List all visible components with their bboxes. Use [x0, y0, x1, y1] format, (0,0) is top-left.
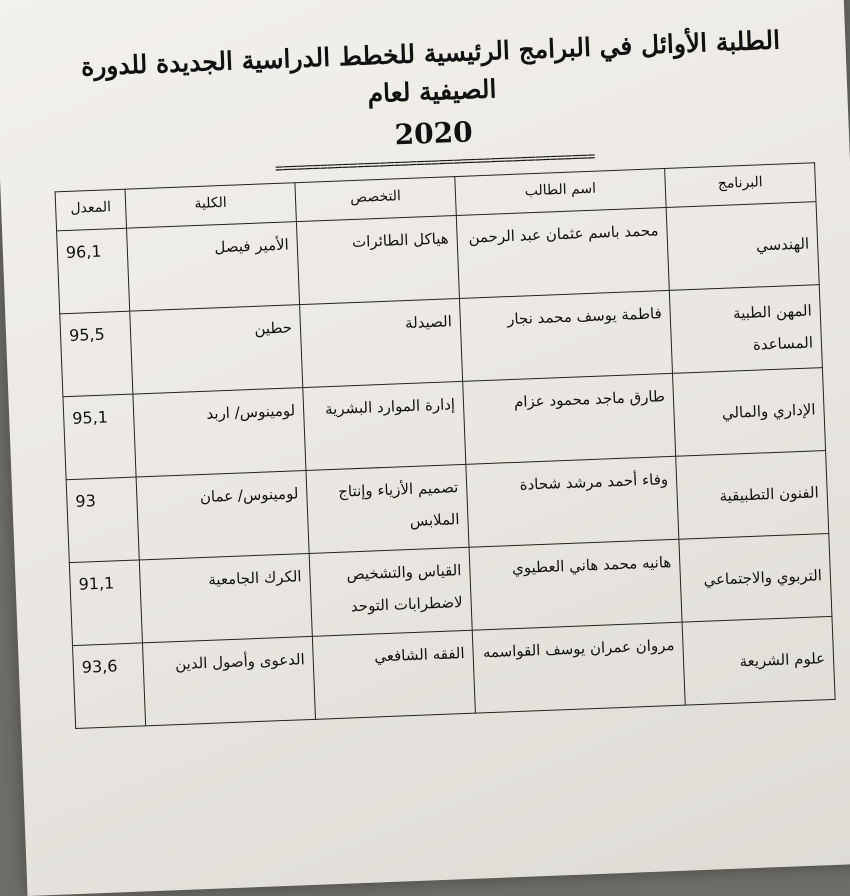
top-students-table [55, 162, 836, 729]
cell-college: الكرك الجامعية [139, 553, 312, 642]
title-text: الطلبة الأوائل في البرامج الرئيسية للخطط الدراسية الجديدة للدورة الصيفية لعام [80, 25, 781, 109]
cell-college: حطين [130, 305, 303, 394]
cell-program: الهندسي [666, 202, 819, 291]
cell-college: الدعوى وأصول الدين [142, 636, 315, 725]
cell-program: الفنون التطبيقية [676, 451, 829, 540]
cell-major: تصميم الأزياء وإنتاج الملابس [306, 464, 469, 553]
cell-average: 96,1 [57, 228, 130, 314]
cell-college: لومينوس/ عمان [136, 470, 309, 559]
cell-average: 95,5 [60, 311, 133, 397]
cell-major: الصيدلة [300, 298, 463, 387]
cell-average: 93,6 [73, 643, 146, 729]
cell-major: إدارة الموارد البشرية [303, 381, 466, 470]
header-college: الكلية [125, 183, 296, 228]
cell-program: الإداري والمالي [673, 368, 826, 457]
cell-student: فاطمة يوسف محمد نجار [459, 290, 672, 381]
cell-student: وفاء أحمد مرشد شحادة [466, 456, 679, 547]
cell-program: المهن الطبية المساعدة [669, 285, 822, 374]
cell-college: الأمير فيصل [127, 222, 300, 311]
header-student: اسم الطالب [455, 168, 666, 215]
cell-average: 93 [66, 477, 139, 563]
separator-line: =========================================== [274, 148, 595, 177]
document-body [50, 20, 836, 729]
cell-major: القياس والتشخيص لاضطرابات التوحد [309, 547, 472, 636]
cell-college: لومينوس/ اربد [133, 388, 306, 477]
cell-program: التربوي والاجتماعي [679, 533, 832, 622]
cell-program: علوم الشريعة [682, 616, 835, 705]
cell-major: هياكل الطائرات [296, 216, 459, 305]
cell-student: هانيه محمد هاني العطيوي [469, 539, 682, 630]
cell-major: الفقه الشافعي [312, 630, 475, 719]
header-major: التخصص [295, 177, 456, 222]
cell-average: 91,1 [69, 560, 142, 646]
cell-student: محمد باسم عثمان عبد الرحمن [456, 207, 669, 298]
title-year: 2020 [394, 115, 474, 152]
header-program: البرنامج [665, 163, 816, 208]
cell-student: مروان عمران يوسف القواسمه [472, 622, 685, 713]
cell-average: 95,1 [63, 394, 136, 480]
cell-student: طارق ماجد محمود عزام [463, 373, 676, 464]
header-average: المعدل [55, 189, 126, 231]
